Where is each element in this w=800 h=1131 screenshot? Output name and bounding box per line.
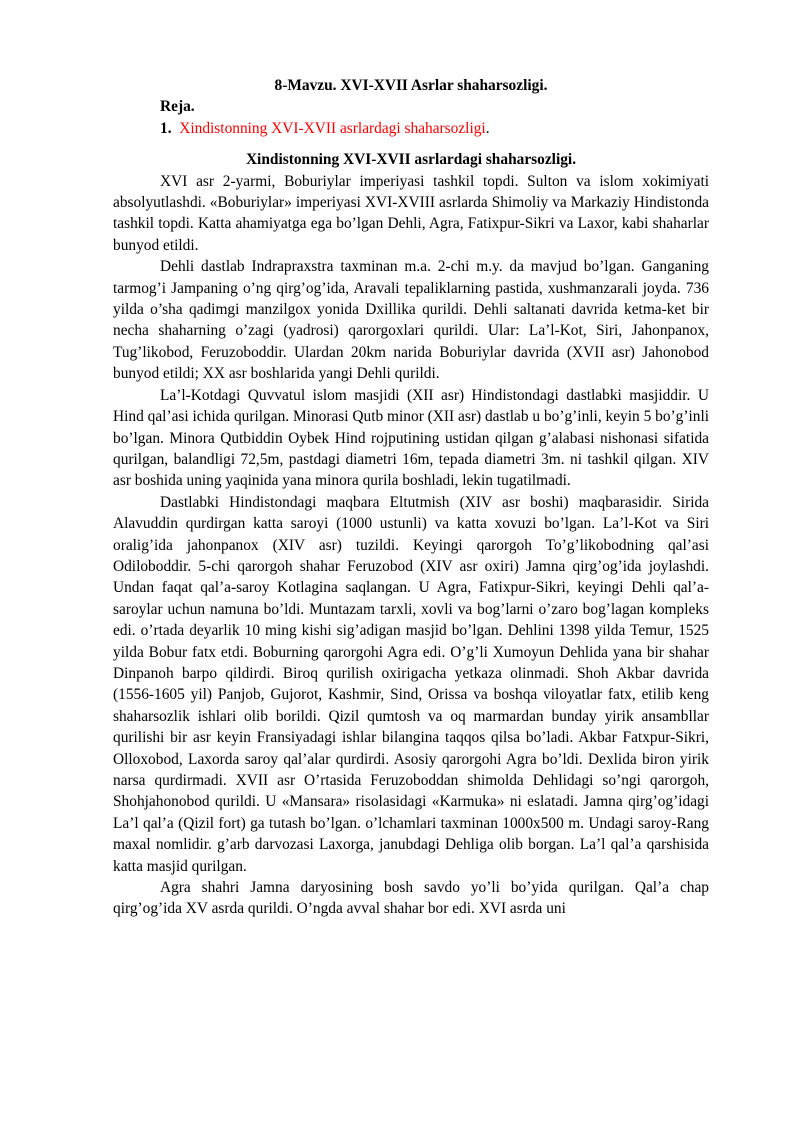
paragraph-maqbara: Dastlabki Hindistondagi maqbara Eltutmish (XIV asr boshi) maqbarasidir. Sirida Alavuddin qurdirgan katta saroyi (1000 ustunli) va katta xovuzi bo’lgan. La’l-Kot va Siri oralig’ida jahonpanox (XIV asr) tuzildi. Keyingi qarorgoh To’g’likobodning qal’asi Odiloboddir. 5-chi qarorgoh shahar Feruzobod (XIV asr oxiri) Jamna qirg’og’ida joylashdi. Undan faqat qal’a-saroy Kotlagina saqlangan. U Agra, Fatixpur-Sikri, keyingi Dehli qal’a-saroylar uchun namuna bo’ldi. Muntazam tarxli, xovli va bog’larni o’zaro bog’lagan kompleks edi. o’rtada deyarlik 10 ming kishi sig’adigan masjid bo’lgan. Dehlini 1398 yilda Temur, 1525 yilda Bobur fatx etdi. Boburning qarorgohi Agra edi. O’g’li Xumoyun Dehlida yana bir shahar Dinpanoh barpo qildirdi. Biroq qurilish oxirigacha yetkaza olinmadi. Shoh Akbar davrida (1556-1605 yil) Panjob, Gujorot, Kashmir, Sind, Orissa va boshqa viloyatlar fatx, etilib keng shaharsozlik ishlari olib borildi. Qizil qumtosh va oq marmardan bunday yirik ansambllar qurilishi bir asr keyin Fransiyadagi ishlar bilangina taqqos qilsa bo’ladi. Akbar Fatxpur-Sikri, Olloxobod, Laxorda saroy qal’alar qurdirdi. Asosiy qarorgohi Agra bo’ldi. Dexlida biron yirik narsa qurdirmadi. XVII asr O’rtasida Feruzoboddan shimolda Dehlidagi so’ngi qarorgoh, Shohjahonobod qurildi. U «Mansara» risolasidagi «Karmuka» ni eslatadi. Jamna qirg’og’idagi La’l qal’a (Qizil fort) ga tutash bo’lgan. o’lchamlari taxminan 1000x500 m. Undagi saroy-Rang maxal nomlidir. g’arb darvozasi Laxorga, janubdagi Dehliga olib borgan. La’l qal’a qarshisida katta masjid qurilgan. bbox=[113, 493, 709, 875]
section-title: Xindistonning XVI-XVII asrlardagi shaharsozligi. bbox=[245, 151, 577, 169]
document-page bbox=[113, 75, 709, 920]
plan-item bbox=[160, 118, 709, 139]
paragraph-dehli: Dehli dastlab Indrapraxstra taxminan m.a. 2-chi m.y. da mavjud bo’lgan. Ganganing tarmog’i Jampaning o’ng qirg’og’ida, Aravali tepaliklarning pastida, xushmanzarali joyda. 736 yilda o’sha qadimgi manzilgox yonida Dxillika qurildi. Dehli saltanati davrida ketma-ket bir necha shaharning o’zagi (yadrosi) qarorgoxlari qurildi. Ular: La’l-Kot, Siri, Jahonpanox, Tug’likobod, Feruzoboddir. Ulardan 20km narida Boburiylar davrida (XVII asr) Jahonobod bunyod etildi; XX asr boshlarida yangi Dehli qurildi. bbox=[113, 258, 709, 383]
plan-item-number: 1. bbox=[160, 119, 172, 137]
plan-item-text: Xindistonning XVI-XVII asrlardagi shaharsozligi bbox=[179, 119, 486, 137]
paragraph-lal-kot: La’l-Kotdagi Quvvatul islom masjidi (XII asr) Hindistondagi dastlabki masjiddir. U Hind qal’asi ichida qurilgan. Minorasi Qutb minor (XII asr) dastlab u bo’g’inli, keyin 5 bo’g’inli bo’lgan. Minora Qutbiddin Oybek Hind rojputining ustidan qilgan g’alabasi nishonasi sifatida qurilgan, balandligi 72,5m, pastdagi diametri 16m, tepada diametri 3m. ni tashkil qilgan. XIV asr boshida uning yaqinida yana minora qurila boshladi, lekin tugatilmadi. bbox=[113, 386, 709, 490]
document-title: 8-Mavzu. XVI-XVII Asrlar shaharsozligi. bbox=[274, 77, 548, 94]
paragraph-intro: XVI asr 2-yarmi, Boburiylar imperiyasi tashkil topdi. Sulton va islom xokimiyati absolyutlashdi. «Boburiylar» imperiyasi XVI-XVIII asrlarda Shimoliy va Markaziy Hindistonda tashkil topdi. Katta ahamiyatga ega bo’lgan Dehli, Agra, Fatixpur-Sikri va Laxor, kabi shaharlar bunyod etildi. bbox=[113, 172, 709, 254]
plan-heading: Reja. bbox=[160, 98, 195, 116]
plan-item-tail: . bbox=[485, 119, 490, 137]
paragraph-agra: Agra shahri Jamna daryosining bosh savdo yo’li bo’yida qurilgan. Qal’a chap qirg’og’ida XV asrda qurildi. O’ngda avval shahar bor edi. XVI asrda uni bbox=[113, 879, 709, 918]
